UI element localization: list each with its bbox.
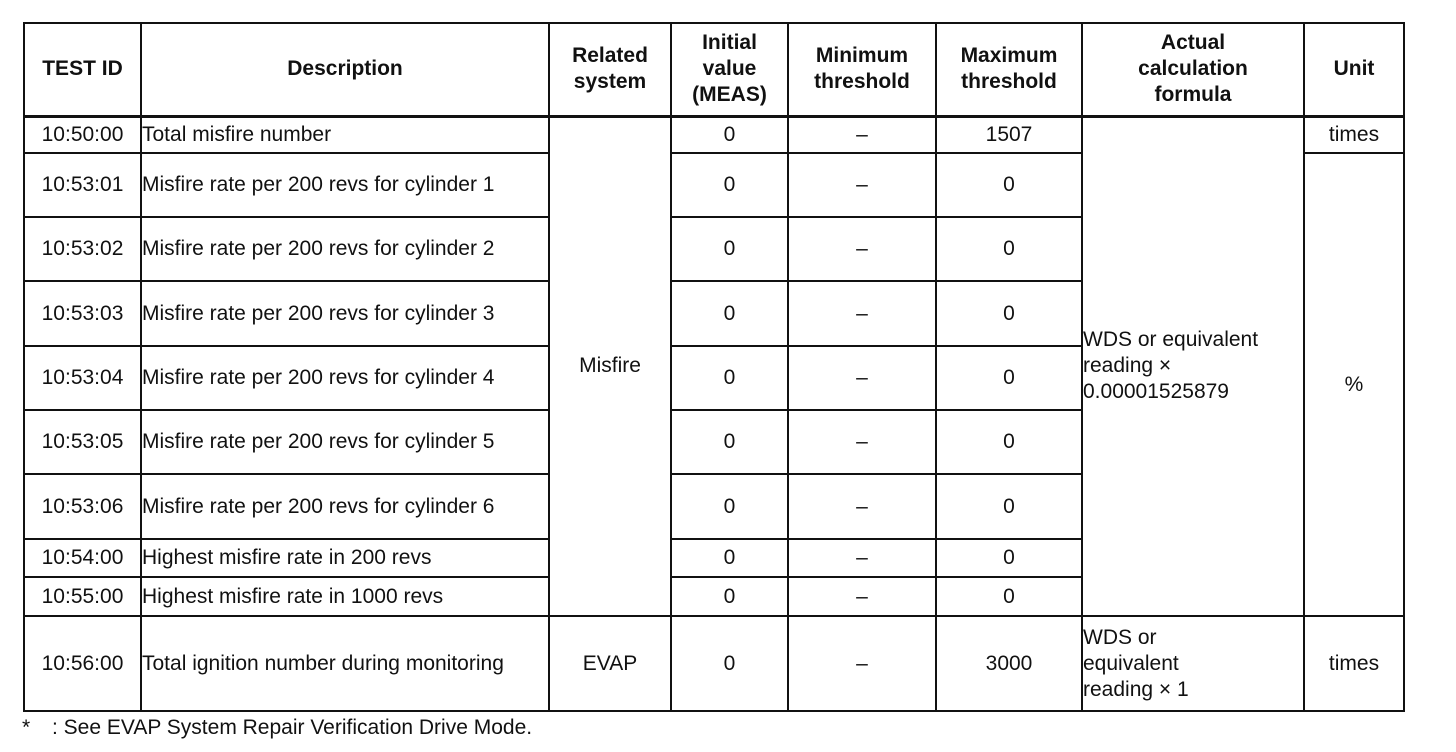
max-threshold-cell: 0 xyxy=(936,153,1082,217)
header-row xyxy=(24,23,1404,116)
header-description: Description xyxy=(141,23,549,116)
initial-value-cell: 0 xyxy=(671,474,788,539)
min-threshold-cell: – xyxy=(788,217,936,281)
max-threshold-cell: 0 xyxy=(936,410,1082,474)
initial-value-cell: 0 xyxy=(671,616,788,711)
header-initial-value: Initial value (MEAS) xyxy=(671,23,788,116)
test-id-cell: 10:53:04 xyxy=(24,346,141,410)
min-threshold-cell: – xyxy=(788,281,936,346)
related-system-misfire: Misfire xyxy=(549,116,671,616)
min-threshold-cell: – xyxy=(788,116,936,153)
max-threshold-cell: 0 xyxy=(936,217,1082,281)
min-threshold-cell: – xyxy=(788,474,936,539)
description-cell: Misfire rate per 200 revs for cylinder 5 xyxy=(141,410,549,474)
initial-value-cell: 0 xyxy=(671,577,788,616)
min-threshold-cell: – xyxy=(788,153,936,217)
test-id-cell: 10:56:00 xyxy=(24,616,141,711)
min-threshold-cell: – xyxy=(788,577,936,616)
test-id-cell: 10:54:00 xyxy=(24,539,141,577)
min-threshold-cell: – xyxy=(788,346,936,410)
description-cell: Misfire rate per 200 revs for cylinder 4 xyxy=(141,346,549,410)
table-row xyxy=(24,616,1404,711)
max-threshold-cell: 0 xyxy=(936,474,1082,539)
description-cell: Highest misfire rate in 1000 revs xyxy=(141,577,549,616)
test-id-cell: 10:53:03 xyxy=(24,281,141,346)
related-system-evap: EVAP xyxy=(549,616,671,711)
max-threshold-cell: 3000 xyxy=(936,616,1082,711)
max-threshold-cell: 0 xyxy=(936,281,1082,346)
test-id-cell: 10:55:00 xyxy=(24,577,141,616)
initial-value-cell: 0 xyxy=(671,346,788,410)
test-id-cell: 10:53:01 xyxy=(24,153,141,217)
footnote xyxy=(22,714,532,742)
table-row xyxy=(24,116,1404,153)
max-threshold-cell: 1507 xyxy=(936,116,1082,153)
test-id-cell: 10:53:02 xyxy=(24,217,141,281)
description-cell: Total misfire number xyxy=(141,116,549,153)
initial-value-cell: 0 xyxy=(671,217,788,281)
footnote-text: : See EVAP System Repair Verification Drive Mode. xyxy=(52,716,533,739)
description-cell: Misfire rate per 200 revs for cylinder 6 xyxy=(141,474,549,539)
description-cell: Total ignition number during monitoring xyxy=(141,616,549,711)
header-calculation-formula: Actual calculation formula xyxy=(1082,23,1304,116)
initial-value-cell: 0 xyxy=(671,539,788,577)
initial-value-cell: 0 xyxy=(671,281,788,346)
unit-cell-percent: % xyxy=(1304,153,1404,616)
min-threshold-cell: – xyxy=(788,410,936,474)
test-id-cell: 10:53:05 xyxy=(24,410,141,474)
max-threshold-cell: 0 xyxy=(936,346,1082,410)
test-id-cell: 10:50:00 xyxy=(24,116,141,153)
header-test-id: TEST ID xyxy=(24,23,141,116)
unit-cell-times: times xyxy=(1304,616,1404,711)
header-unit: Unit xyxy=(1304,23,1404,116)
initial-value-cell: 0 xyxy=(671,116,788,153)
initial-value-cell: 0 xyxy=(671,153,788,217)
min-threshold-cell: – xyxy=(788,616,936,711)
test-result-table xyxy=(23,22,1405,712)
description-cell: Highest misfire rate in 200 revs xyxy=(141,539,549,577)
calculation-formula-misfire: WDS or equivalent reading × 0.00001525879 xyxy=(1082,116,1304,616)
header-minimum-threshold: Minimum threshold xyxy=(788,23,936,116)
max-threshold-cell: 0 xyxy=(936,539,1082,577)
test-id-cell: 10:53:06 xyxy=(24,474,141,539)
description-cell: Misfire rate per 200 revs for cylinder 1 xyxy=(141,153,549,217)
header-maximum-threshold: Maximum threshold xyxy=(936,23,1082,116)
unit-cell-times: times xyxy=(1304,116,1404,153)
footnote-marker: * xyxy=(22,716,31,739)
description-cell: Misfire rate per 200 revs for cylinder 3 xyxy=(141,281,549,346)
header-related-system: Related system xyxy=(549,23,671,116)
max-threshold-cell: 0 xyxy=(936,577,1082,616)
min-threshold-cell: – xyxy=(788,539,936,577)
calculation-formula-evap: WDS or equivalent reading × 1 xyxy=(1082,616,1304,711)
description-cell: Misfire rate per 200 revs for cylinder 2 xyxy=(141,217,549,281)
initial-value-cell: 0 xyxy=(671,410,788,474)
